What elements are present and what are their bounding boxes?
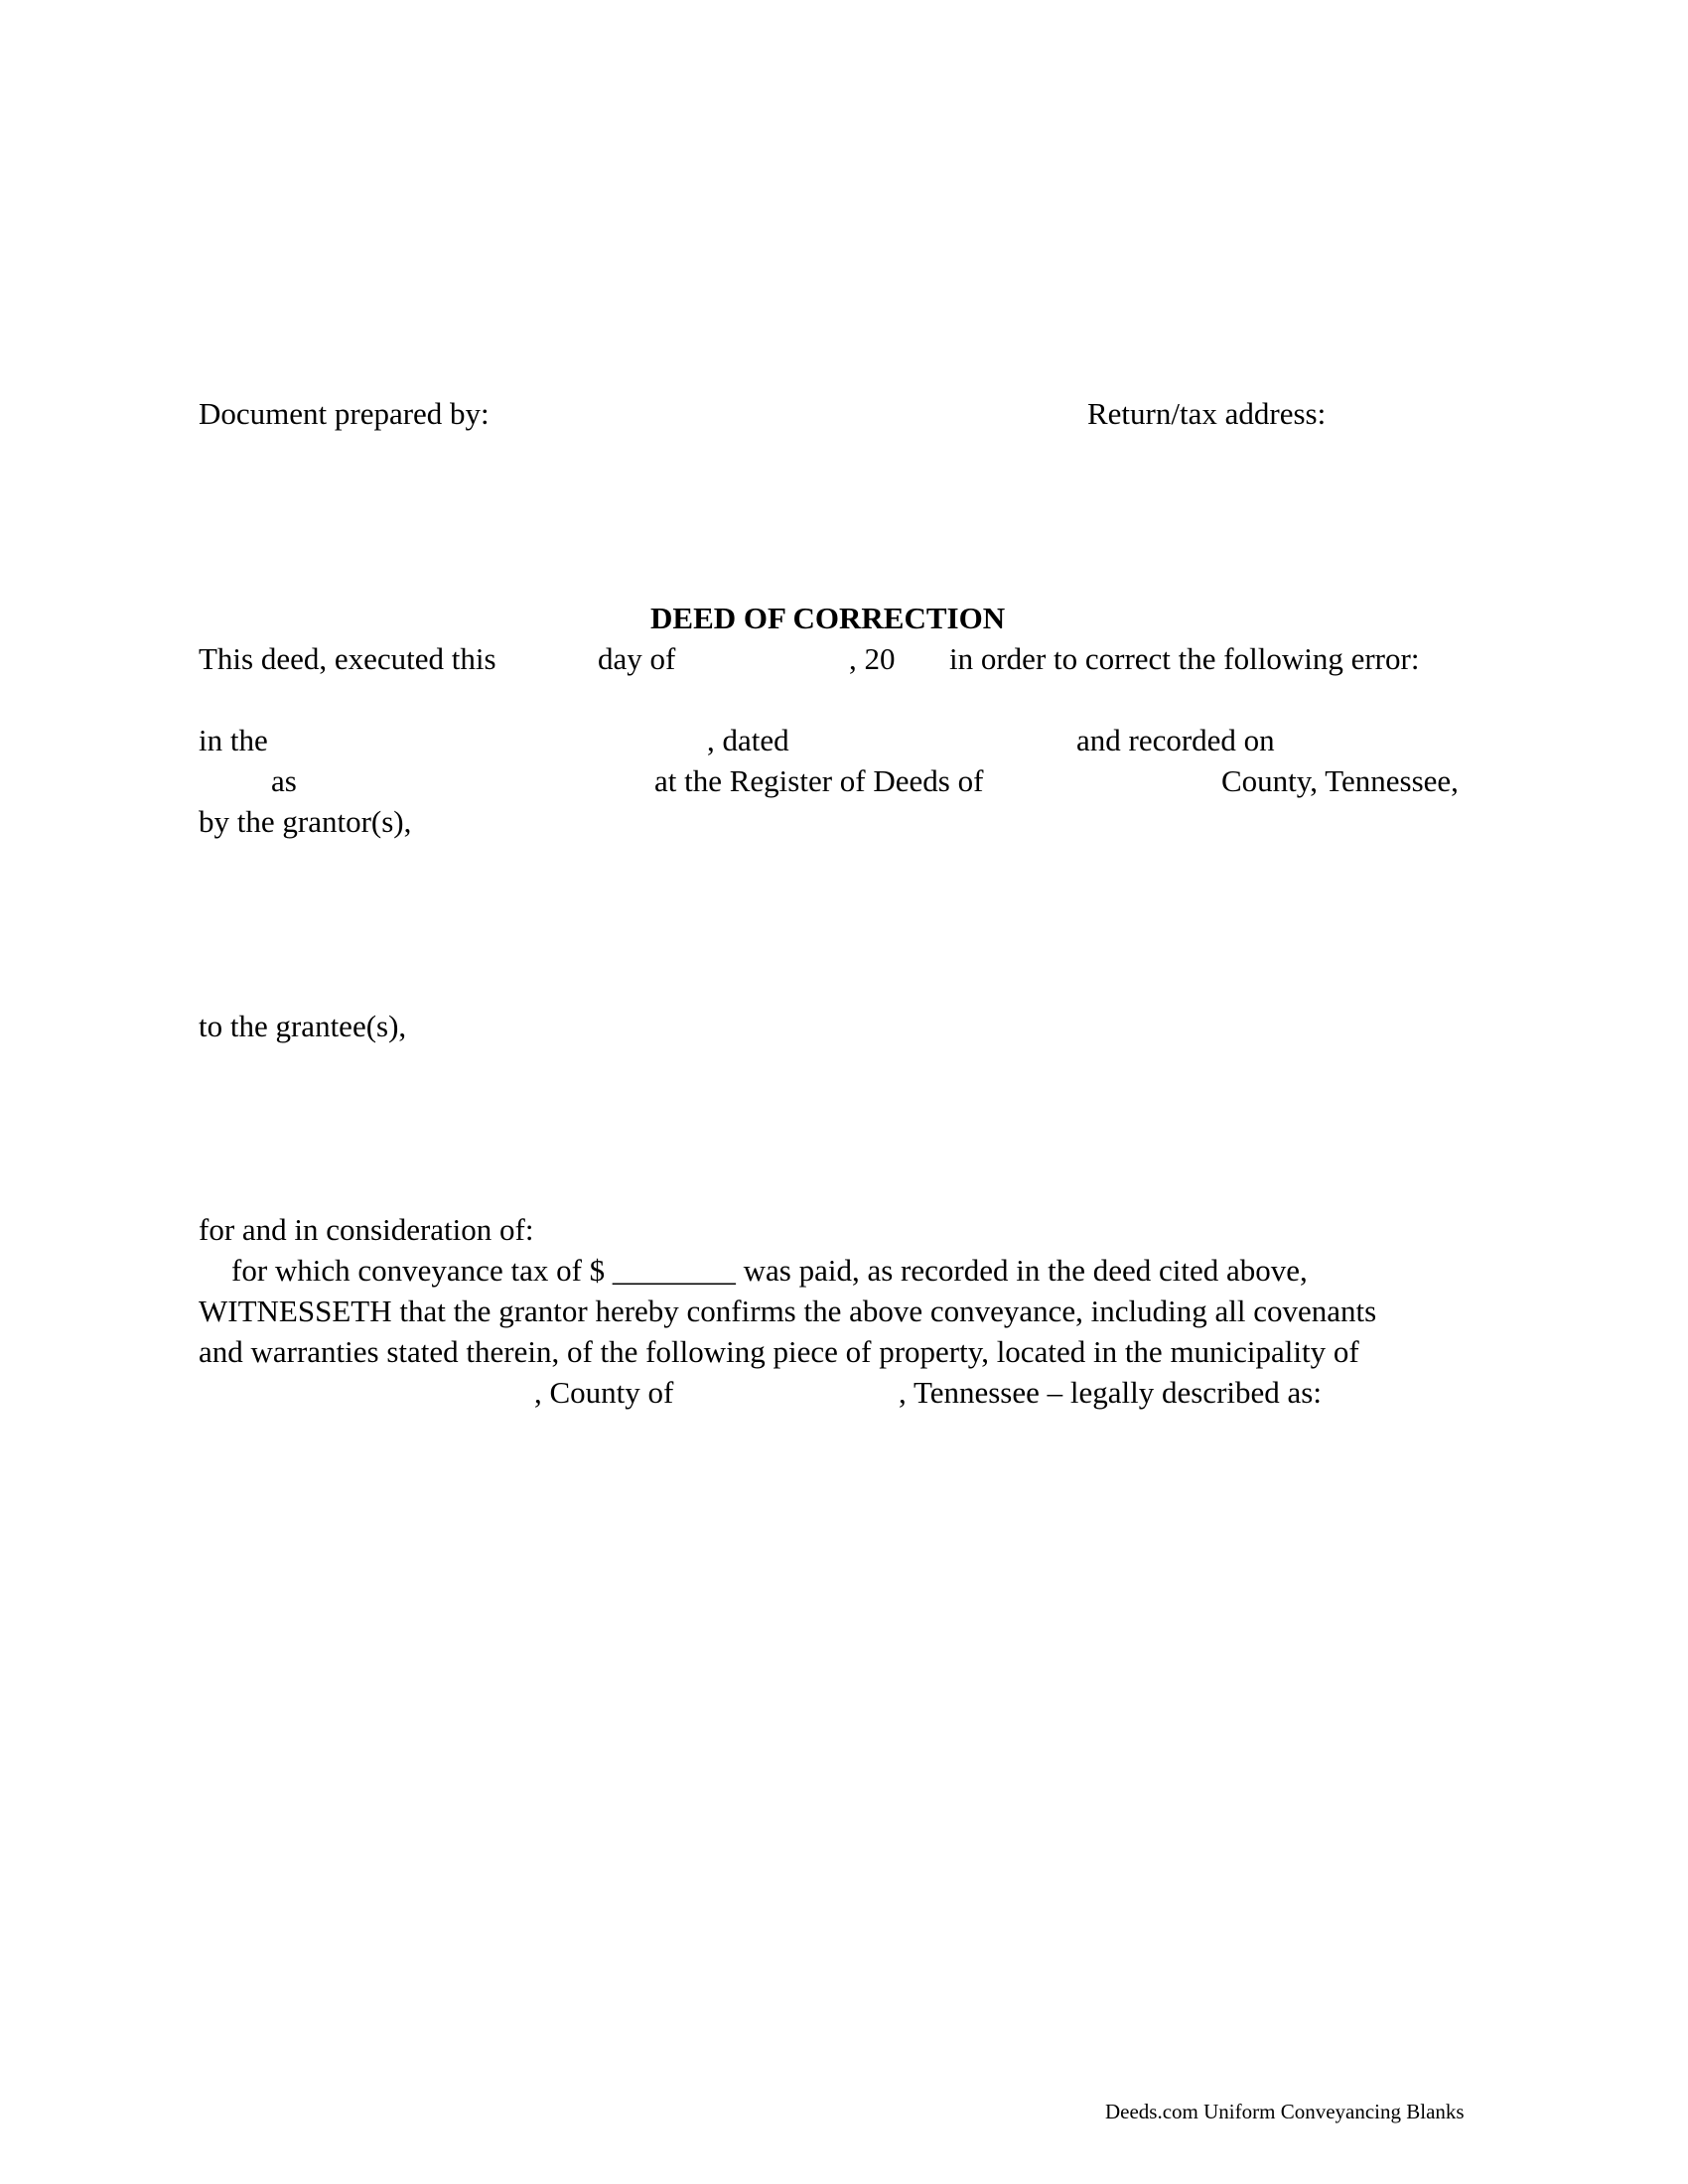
county-tennessee-label: County, Tennessee, xyxy=(1221,763,1459,798)
warranties-line: and warranties stated therein, of the following piece of property, located in the municipality of xyxy=(199,1334,1359,1369)
document-title: DEED OF CORRECTION xyxy=(650,601,1006,635)
legal-description-label: , Tennessee – legally described as: xyxy=(899,1375,1322,1410)
dated-label: , dated xyxy=(707,723,789,757)
as-label: as xyxy=(271,763,297,798)
footer-text: Deeds.com Uniform Conveyancing Blanks xyxy=(1105,2100,1465,2123)
prepared-by-label: Document prepared by: xyxy=(199,396,490,431)
recorded-on-label: and recorded on xyxy=(1076,723,1275,757)
county-of-label: , County of xyxy=(534,1375,674,1410)
year-prefix-label: , 20 xyxy=(849,641,896,676)
correct-error-label: in order to correct the following error: xyxy=(949,641,1420,676)
grantor-label: by the grantor(s), xyxy=(199,804,412,839)
in-the-label: in the xyxy=(199,723,268,757)
grantee-label: to the grantee(s), xyxy=(199,1009,407,1043)
witnesseth-line: WITNESSETH that the grantor hereby confirms the above conveyance, including all covenants xyxy=(199,1294,1377,1328)
executed-label: This deed, executed this xyxy=(199,641,496,676)
conveyance-tax-line: for which conveyance tax of $ ________ was paid, as recorded in the deed cited above, xyxy=(231,1253,1308,1288)
consideration-label: for and in consideration of: xyxy=(199,1212,534,1247)
register-of-deeds-label: at the Register of Deeds of xyxy=(654,763,984,798)
day-of-label: day of xyxy=(598,641,676,676)
return-address-label: Return/tax address: xyxy=(1087,396,1327,431)
